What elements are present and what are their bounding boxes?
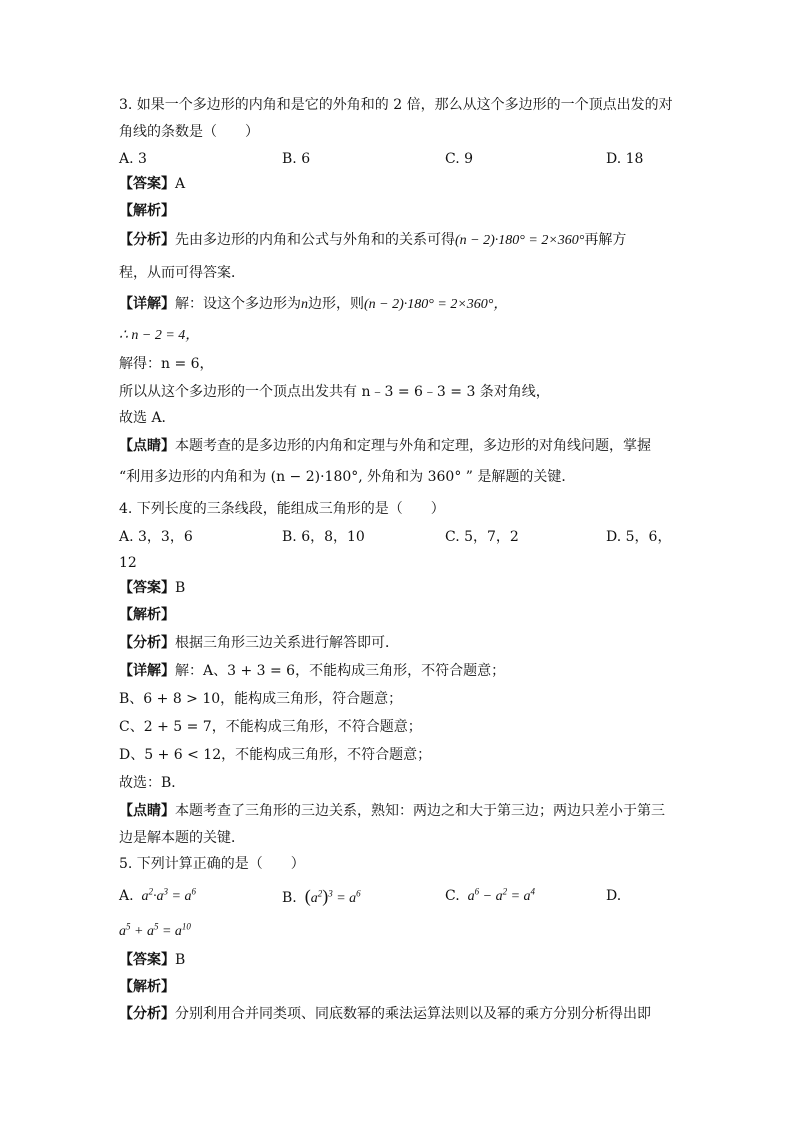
xiangjie-text: 解：设这个多边形为 bbox=[175, 296, 301, 312]
dianjing-tag: 【点睛】 bbox=[119, 803, 175, 819]
xiangjie-tag: 【详解】 bbox=[119, 296, 175, 312]
math-expression: (n − 2)·180° = 2×360°， bbox=[364, 297, 508, 312]
q5-fenxi bbox=[119, 1004, 651, 1024]
q4-answer bbox=[119, 578, 185, 598]
math-expression: (n − 2)·180° = 2×360° bbox=[455, 233, 585, 248]
q5-stem: 5. 下列计算正确的是（ ） bbox=[119, 856, 305, 872]
answer-value: B bbox=[175, 952, 186, 968]
q5-option-a: A. $a^2\cdot a^3 = a^6$ bbox=[119, 886, 196, 904]
q3-stem-line2: 角线的条数是（ ） bbox=[119, 124, 259, 140]
q5-option-d-formula: $a^5 + a^5 = a^{10}$ bbox=[119, 921, 191, 939]
answer-value: B bbox=[175, 580, 186, 596]
q4-line-c: C、2 + 5 = 7，不能构成三角形，不符合题意； bbox=[119, 719, 422, 735]
dianjing-text: 本题考查了三角形的三边关系，熟知：两边之和大于第三边；两边只差小于第三 bbox=[175, 803, 665, 819]
dianjing-tag: 【点睛】 bbox=[119, 438, 175, 454]
q3-stem-line1: 3. 如果一个多边形的内角和是它的外角和的 2 倍，那么从这个多边形的一个顶点出发的对 bbox=[119, 97, 673, 113]
fenxi-tag: 【分析】 bbox=[119, 1006, 175, 1022]
q3-option-c: C. 9 bbox=[445, 151, 474, 167]
xiangjie-text: 解：A、3 + 3 = 6，不能构成三角形，不符合题意； bbox=[175, 663, 506, 679]
q4-option-d-wrap: 12 bbox=[119, 555, 137, 571]
q4-line-b: B、6 + 8 > 10，能构成三角形，符合题意； bbox=[119, 691, 403, 707]
q3-xiangjie-line1 bbox=[119, 294, 507, 315]
fenxi-tag: 【分析】 bbox=[119, 635, 175, 651]
q3-jiexi-tag: 【解析】 bbox=[119, 203, 175, 219]
q3-fenxi-line2: 程，从而可得答案． bbox=[119, 265, 245, 281]
dianjing-text: 本题考查的是多边形的内角和定理与外角和定理，多边形的对角线问题，掌握 bbox=[175, 438, 651, 454]
q4-xiangjie-line1 bbox=[119, 661, 505, 681]
q4-dianjing-line2: 边是解本题的关键． bbox=[119, 830, 245, 846]
q4-option-c: C. 5，7，2 bbox=[445, 529, 519, 545]
fenxi-text: 再解方 bbox=[584, 232, 627, 248]
fenxi-tag: 【分析】 bbox=[119, 232, 175, 248]
q3-step3: 所以从这个多边形的一个顶点出发共有 n﹣3 = 6﹣3 = 3 条对角线， bbox=[119, 384, 550, 400]
answer-tag: 【答案】 bbox=[119, 176, 175, 192]
q4-jiexi-tag: 【解析】 bbox=[119, 607, 175, 623]
q5-answer bbox=[119, 950, 185, 970]
q3-step1: ∴ n − 2 = 4， bbox=[119, 328, 200, 343]
q5-option-d: D. bbox=[606, 888, 622, 904]
q4-option-b: B. 6，8，10 bbox=[282, 529, 365, 545]
q4-option-d: D. 5，6， bbox=[606, 529, 672, 545]
q3-dianjing-line1 bbox=[119, 436, 651, 456]
q3-dianjing-line2: “利用多边形的内角和为 (n − 2)·180°, 外角和为 360° ” 是解题的关键． bbox=[119, 469, 576, 485]
q5-option-c: C. $a^6 - a^2 = a^4$ bbox=[445, 886, 536, 904]
q5-jiexi-tag: 【解析】 bbox=[119, 979, 175, 995]
q3-fenxi-line1 bbox=[119, 230, 626, 251]
xiangjie-tag: 【详解】 bbox=[119, 663, 175, 679]
q3-option-a: A. 3 bbox=[119, 151, 147, 167]
q3-answer bbox=[119, 174, 185, 194]
q3-option-d: D. 18 bbox=[606, 151, 644, 167]
q4-line-d: D、5 + 6 < 12，不能构成三角形，不符合题意； bbox=[119, 747, 432, 763]
q4-option-a: A. 3，3，6 bbox=[119, 529, 193, 545]
q3-option-b: B. 6 bbox=[282, 151, 311, 167]
q4-dianjing-line1 bbox=[119, 801, 665, 821]
q5-option-b: B. $(a^2)^3 = a^6$ bbox=[282, 886, 361, 906]
answer-tag: 【答案】 bbox=[119, 952, 175, 968]
fenxi-text: 分别利用合并同类项、同底数幂的乘法运算法则以及幂的乘方分别分析得出即 bbox=[175, 1006, 651, 1022]
fenxi-text: 先由多边形的内角和公式与外角和的关系可得 bbox=[175, 232, 455, 248]
xiangjie-text: 边形，则 bbox=[308, 296, 364, 312]
answer-value: A bbox=[175, 176, 186, 192]
q4-stem: 4. 下列长度的三条线段，能组成三角形的是（ ） bbox=[119, 501, 445, 517]
variable-n: n bbox=[301, 297, 308, 312]
fenxi-text: 根据三角形三边关系进行解答即可． bbox=[175, 635, 399, 651]
q4-conclusion: 故选：B． bbox=[119, 775, 186, 791]
q3-step2: 解得：n = 6， bbox=[119, 356, 214, 372]
q3-conclusion: 故选 A． bbox=[119, 410, 176, 426]
q4-fenxi bbox=[119, 633, 399, 653]
answer-tag: 【答案】 bbox=[119, 580, 175, 596]
